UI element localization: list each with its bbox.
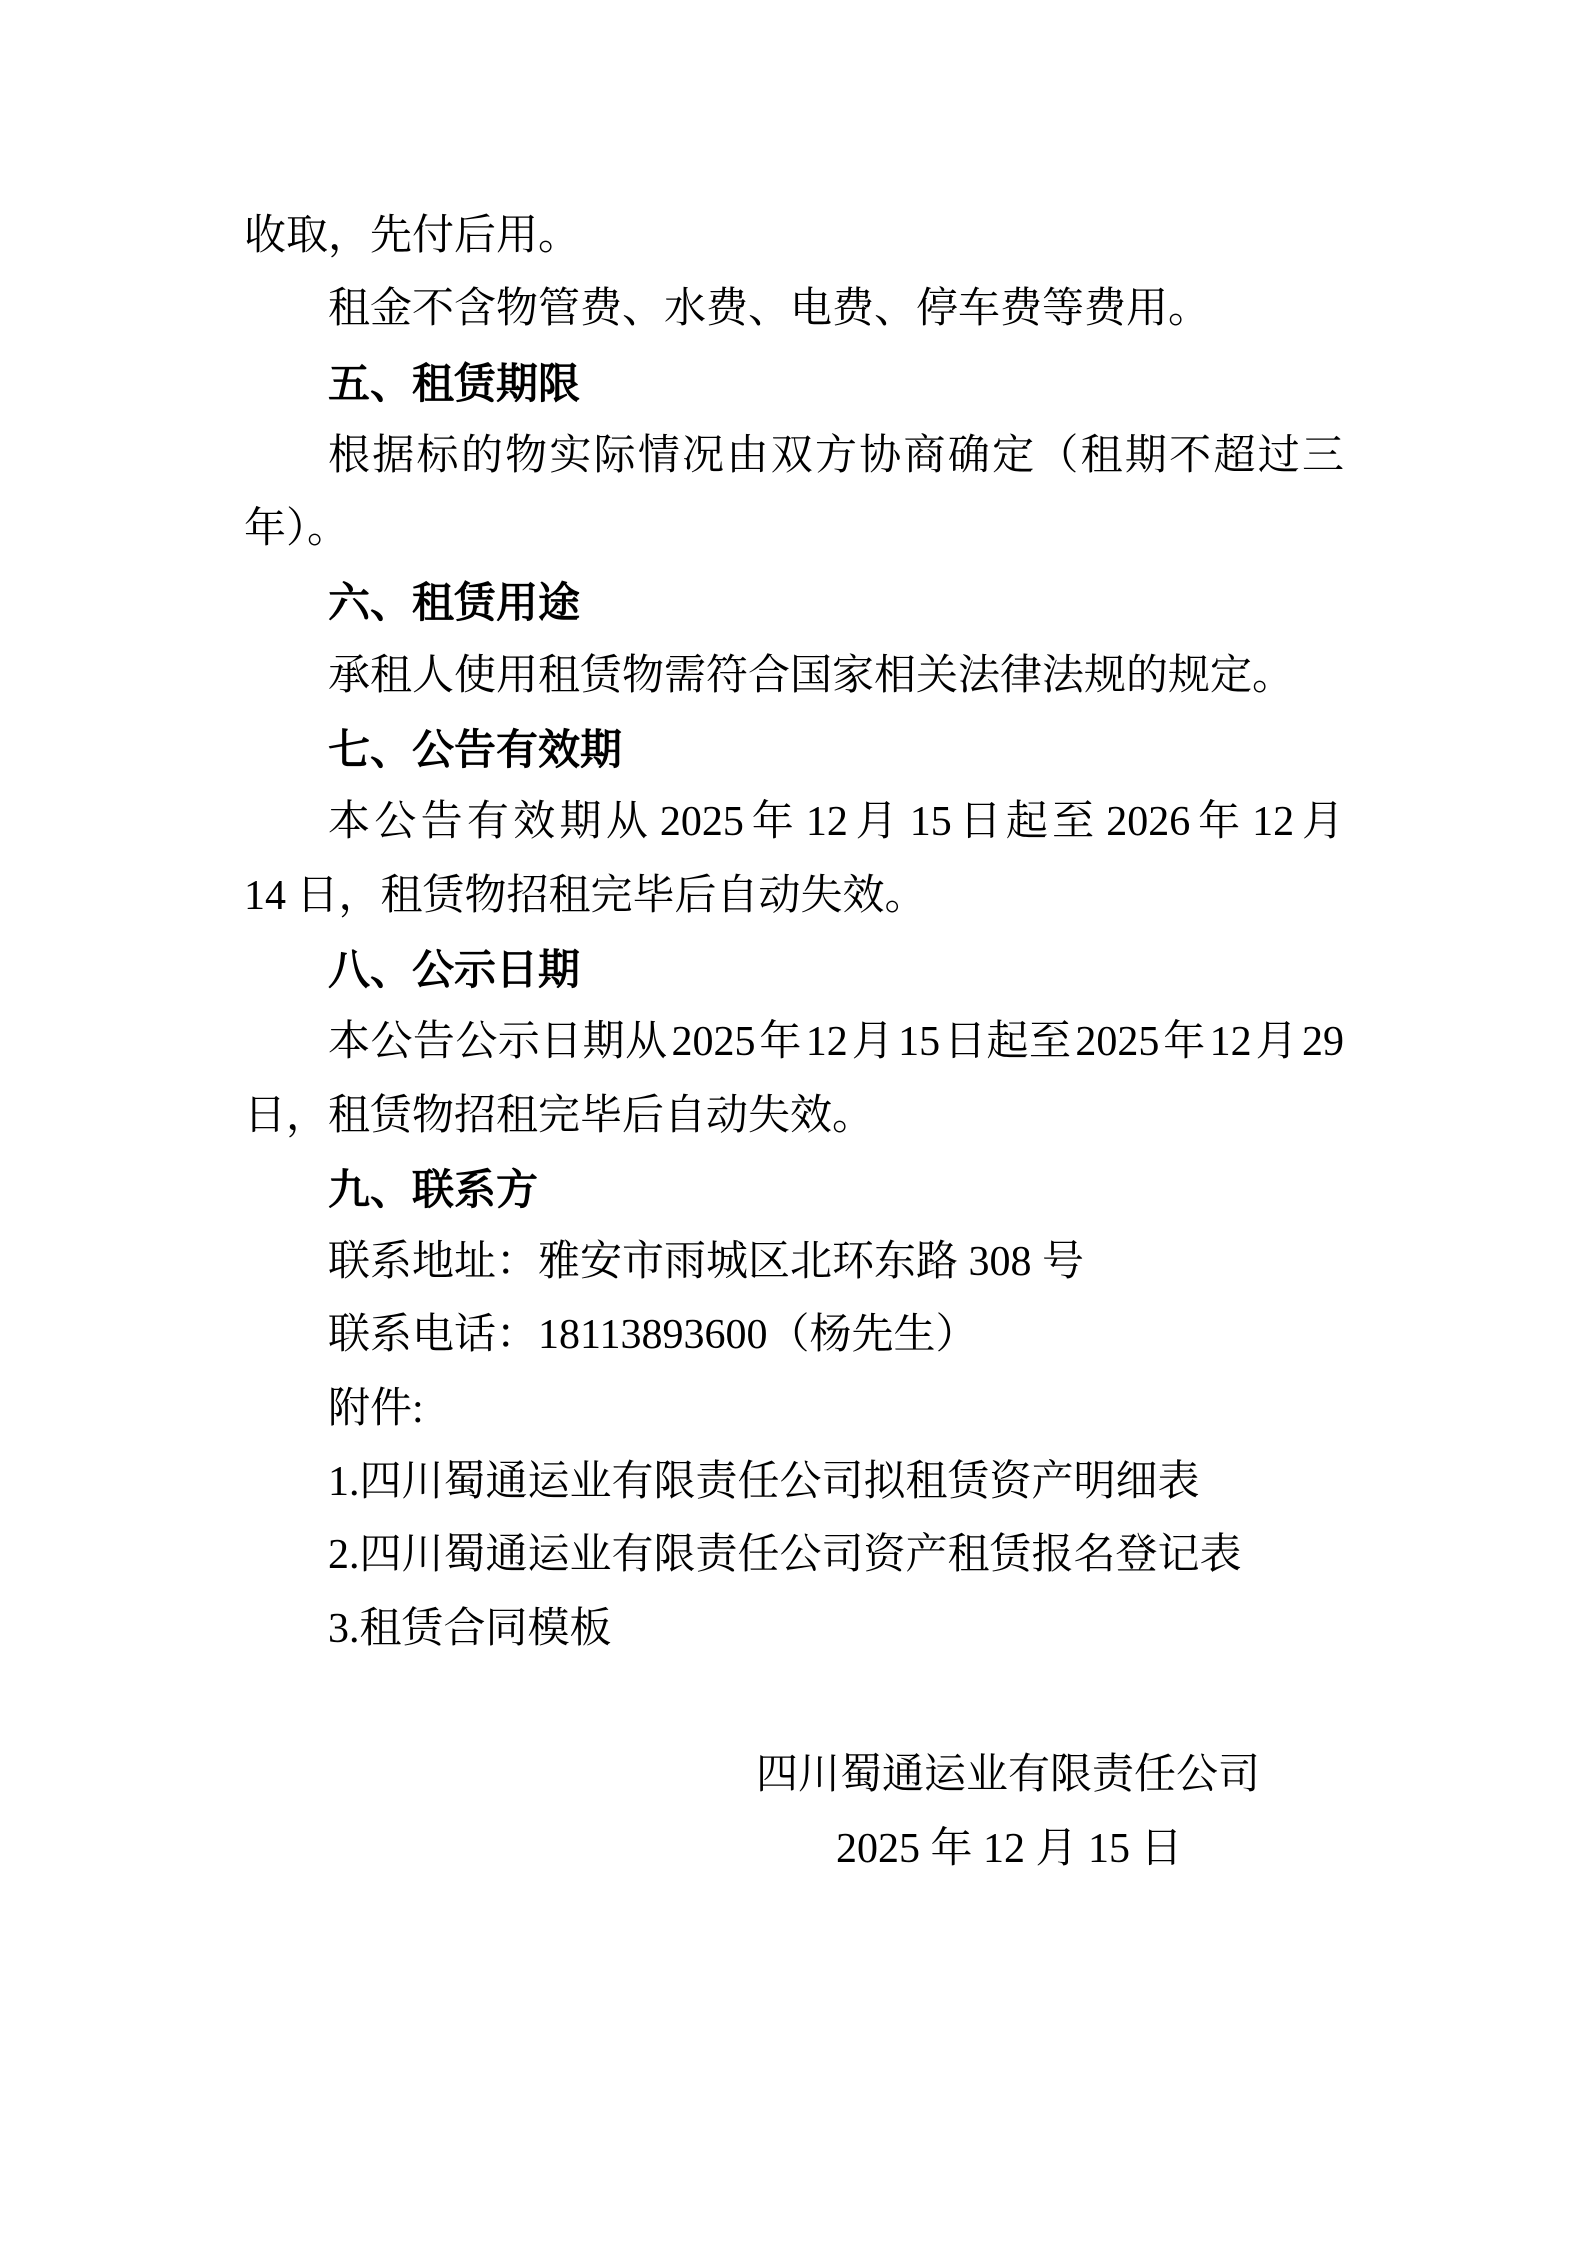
- line-attachments-label: 附件:: [328, 1385, 424, 1432]
- signature-company-name: 四川蜀通运业有限责任公司: [756, 1752, 1261, 1799]
- line-contact-address: 联系地址：雅安市雨城区北环东路 308 号: [328, 1239, 1085, 1286]
- line-validity-period-body-1: 本公告有效期从 2025 年 12 月 15 日起至 2026 年 12 月: [328, 799, 1344, 846]
- heading-section-five-lease-term: 五、租赁期限: [328, 359, 581, 407]
- heading-section-seven-validity-period: 七、公告有效期: [328, 726, 623, 774]
- line-publicity-date-body-1: 本公告公示日期从 2025 年 12 月 15 日起至 2025 年 12 月 29: [328, 1019, 1344, 1066]
- line-lease-term-body-2: 年）。: [244, 506, 350, 553]
- line-rent-exclusions: 租金不含物管费、水费、电费、停车费等费用。: [328, 286, 1211, 333]
- heading-section-six-lease-purpose: 六、租赁用途: [328, 579, 581, 627]
- line-attachment-1: 1.四川蜀通运业有限责任公司拟租赁资产明细表: [328, 1459, 1200, 1506]
- line-attachment-3: 3.租赁合同模板: [328, 1605, 612, 1652]
- line-lease-purpose-body: 承租人使用租赁物需符合国家相关法律法规的规定。: [328, 652, 1295, 699]
- heading-section-nine-contact: 九、联系方: [328, 1165, 539, 1213]
- line-deposit-usage-continuation: 收取，先付后用。: [244, 213, 581, 259]
- heading-section-eight-publicity-date: 八、公示日期: [328, 945, 581, 993]
- line-lease-term-body-1: 根据标的物实际情况由双方协商确定（租期不超过三: [328, 432, 1344, 479]
- line-publicity-date-body-2: 日，租赁物招租完毕后自动失效。: [244, 1092, 875, 1139]
- line-validity-period-body-2: 14 日，租赁物招租完毕后自动失效。: [244, 872, 927, 919]
- document-text-block: [244, 200, 1344, 1886]
- line-attachment-2: 2.四川蜀通运业有限责任公司资产租赁报名登记表: [328, 1532, 1242, 1579]
- spacer-line: [244, 1666, 1344, 1739]
- line-contact-phone: 联系电话：18113893600（杨先生）: [328, 1312, 978, 1359]
- signature-date: 2025 年 12 月 15 日: [836, 1825, 1183, 1872]
